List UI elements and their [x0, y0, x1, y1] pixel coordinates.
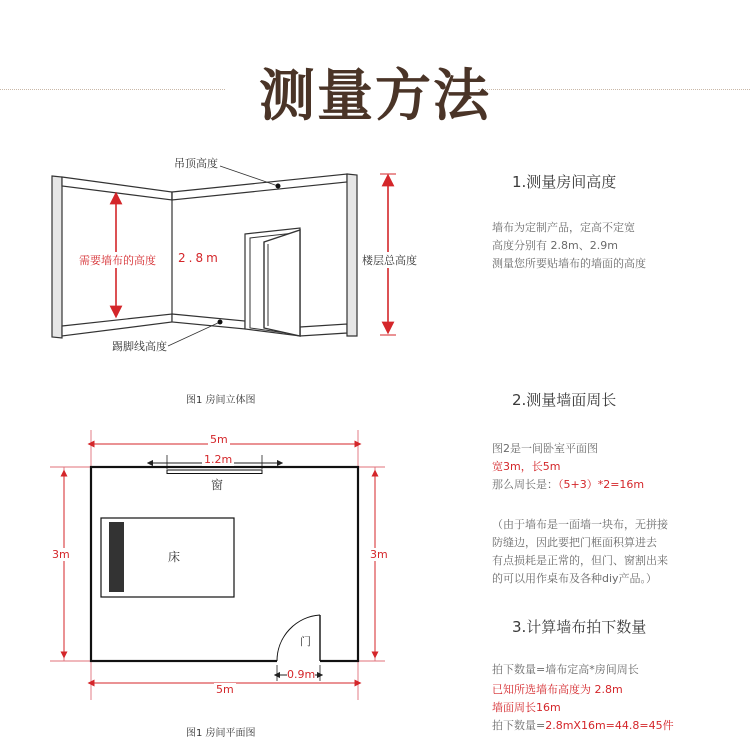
plan-door-label: 门	[300, 635, 311, 648]
ceiling-band	[62, 177, 172, 200]
section1-line-1: 墙布为定制产品，定高不定宽	[492, 221, 635, 234]
bed-headboard	[109, 522, 124, 592]
section2-formula: （5+3）*2=16m	[558, 478, 645, 491]
baseboard-marker	[218, 320, 223, 325]
door-swing	[277, 615, 320, 661]
figure1-caption: 图1 房间立体图	[186, 395, 256, 406]
plan-left-height: 3m	[52, 548, 70, 561]
plan-bed-label: 床	[168, 550, 181, 564]
floor-total-label: 楼层总高度	[362, 254, 417, 267]
section2-line-3-prefix: 那么周长是：	[492, 478, 558, 491]
section1-line-3: 测量您所要贴墙布的墙面的高度	[492, 257, 646, 270]
plan-right-height: 3m	[370, 548, 388, 561]
ceiling-marker	[276, 184, 281, 189]
need-height-label: 需要墙布的高度	[79, 254, 156, 267]
section3-perimeter-line: 墙面周长16m	[492, 701, 561, 714]
plan-window-label: 窗	[211, 478, 224, 492]
section2-line-3	[492, 475, 644, 494]
section3-result-value: 2.8mX16m=44.8=45件	[545, 719, 674, 732]
section2-note-1: （由于墙布是一面墙一块布，无拼接	[492, 518, 668, 531]
plan-top-width: 5m	[210, 433, 228, 446]
section2-note-3: 有点损耗是正常的，但门、窗割出来	[492, 554, 668, 567]
left-wall-edge	[52, 176, 62, 338]
room-3d-diagram	[0, 140, 450, 360]
plan-window-width: 1.2m	[204, 453, 233, 466]
section3-title: 3.计算墙布拍下数量	[512, 618, 647, 636]
baseboard-label: 踢脚线高度	[112, 340, 167, 353]
section1-title: 1.测量房间高度	[512, 173, 617, 191]
section2-note-2: 防缝边，因此要把门框面积算进去	[492, 536, 657, 549]
section1-line-2: 高度分别有 2.8m、2.9m	[492, 239, 618, 252]
section3-height-text: 已知所选墙布高度为 2.8m	[492, 683, 623, 696]
plan-door-width: 0.9m	[287, 668, 316, 681]
height-value: 2.8m	[178, 251, 221, 265]
ceiling-label: 吊顶高度	[174, 157, 218, 170]
section2-title: 2.测量墙面周长	[512, 391, 617, 409]
window	[167, 470, 262, 474]
section3-result-prefix: 拍下数量=	[492, 719, 546, 732]
right-wall-edge	[347, 174, 357, 336]
figure2-caption: 图1 房间平面图	[186, 728, 256, 739]
plan-bottom-width: 5m	[216, 683, 234, 696]
section2-line-2: 宽3m，长5m	[492, 460, 561, 473]
section2-line-1: 图2是一间卧室平面图	[492, 442, 598, 455]
baseboard	[62, 314, 172, 336]
page-title: 测量方法	[259, 64, 491, 129]
floor-plan-diagram	[40, 425, 400, 715]
section3-formula-line: 拍下数量=墙布定高*房间周长	[492, 663, 639, 676]
section3-height-line	[492, 680, 623, 699]
section2-note-4: 的可以用作桌布及各种diy产品。）	[492, 572, 658, 585]
door-leaf	[264, 230, 300, 336]
section3-result-line	[492, 716, 674, 735]
